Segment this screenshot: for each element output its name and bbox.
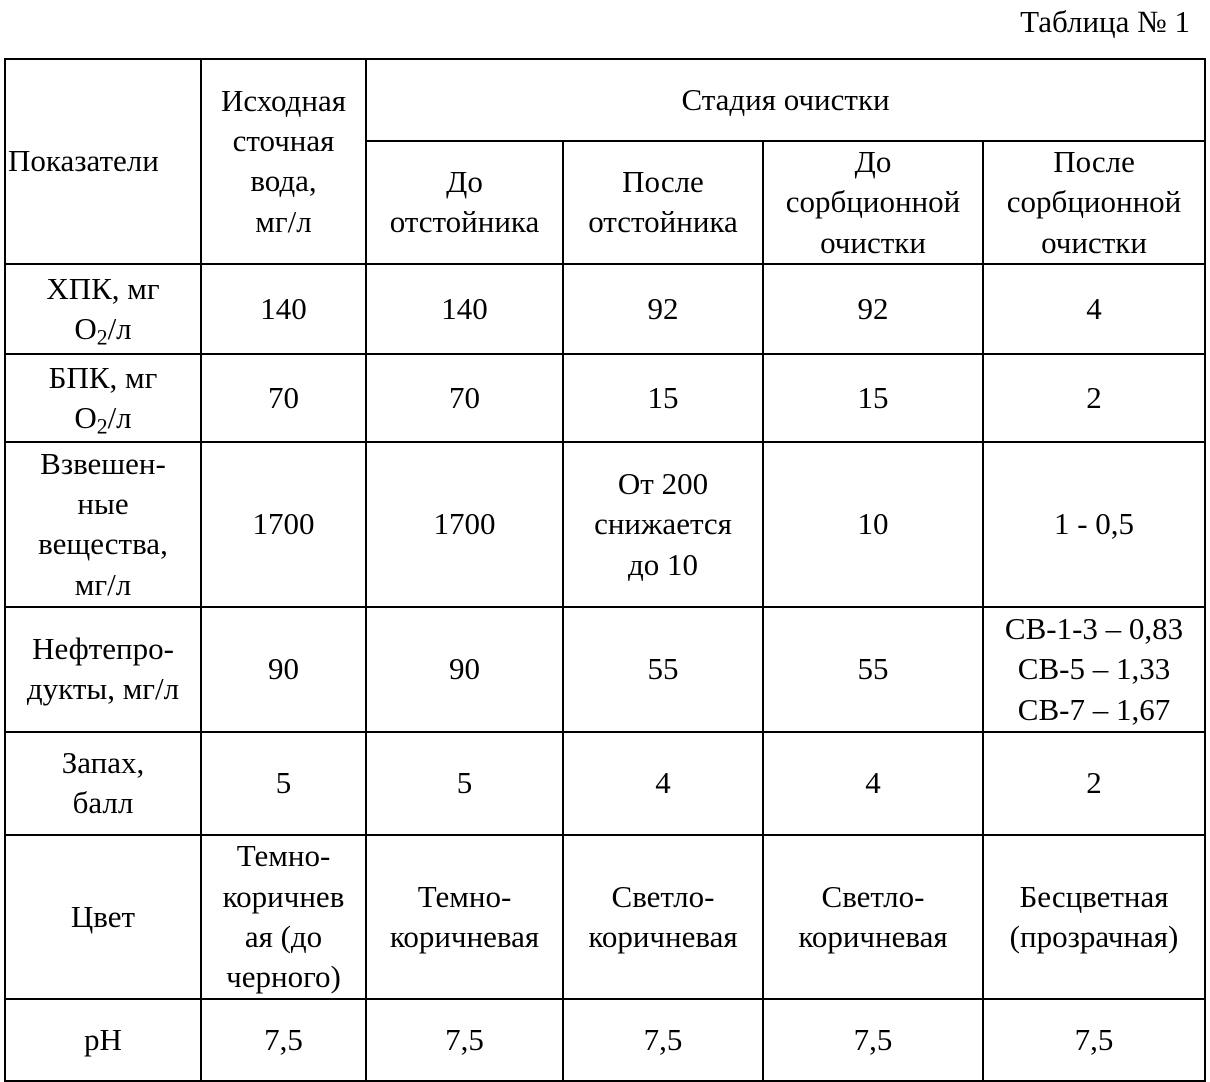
table-row: [5, 264, 1205, 354]
table-cell: 15: [763, 354, 983, 442]
table-cell: 2: [983, 732, 1205, 835]
header-raw-water: Исходная сточная вода, мг/л: [201, 59, 366, 264]
table-cell: 55: [563, 607, 763, 732]
table-cell: 10: [763, 442, 983, 607]
header-stage-after-sorption: После сорбционной очистки: [983, 141, 1205, 264]
table-cell: 5: [366, 732, 563, 835]
table-cell: 4: [763, 732, 983, 835]
table-cell: 1 - 0,5: [983, 442, 1205, 607]
table-row: [5, 442, 1205, 607]
table-cell: Светло- коричневая: [563, 835, 763, 999]
row-label-cod: [5, 264, 201, 354]
row-label-ph: pH: [5, 999, 201, 1081]
row-label-bod: [5, 354, 201, 442]
table-cell: 70: [201, 354, 366, 442]
table-cell: СВ-1-3 – 0,83 СВ-5 – 1,33 СВ-7 – 1,67: [983, 607, 1205, 732]
subscript: 2: [96, 325, 108, 350]
table-cell: Бесцветная (прозрачная): [983, 835, 1205, 999]
table-cell: 7,5: [201, 999, 366, 1081]
table-cell: 140: [201, 264, 366, 354]
header-row-top: [5, 59, 1205, 141]
table-cell: 2: [983, 354, 1205, 442]
row-label-text: ХПК, мг O: [46, 270, 160, 346]
header-stage: Стадия очистки: [366, 59, 1205, 141]
table-row: [5, 354, 1205, 442]
table-cell: 140: [366, 264, 563, 354]
table-cell: 70: [366, 354, 563, 442]
row-label-suspended-solids: Взвешен- ные вещества, мг/л: [5, 442, 201, 607]
table-cell: Темно- коричневая: [366, 835, 563, 999]
data-table: [4, 58, 1206, 1082]
table-cell: 1700: [201, 442, 366, 607]
table-cell: 15: [563, 354, 763, 442]
table-cell: 5: [201, 732, 366, 835]
table-row: [5, 999, 1205, 1081]
header-stage-after-settler: После отстойника: [563, 141, 763, 264]
table-cell: 4: [563, 732, 763, 835]
table-cell: 7,5: [763, 999, 983, 1081]
row-label-odor: Запах, балл: [5, 732, 201, 835]
table-cell: 1700: [366, 442, 563, 607]
table-cell: Светло- коричневая: [763, 835, 983, 999]
table-row: [5, 835, 1205, 999]
header-stage-before-sorption: До сорбционной очистки: [763, 141, 983, 264]
table-cell: 55: [763, 607, 983, 732]
table-cell: 7,5: [563, 999, 763, 1081]
header-stage-before-settler: До отстойника: [366, 141, 563, 264]
row-label-color: Цвет: [5, 835, 201, 999]
table-cell: От 200 снижается до 10: [563, 442, 763, 607]
table-cell: 7,5: [983, 999, 1205, 1081]
table-cell: 92: [763, 264, 983, 354]
table-caption: Таблица № 1: [1020, 4, 1190, 39]
row-label-text: БПК, мг O: [48, 359, 158, 435]
table-cell: 90: [201, 607, 366, 732]
table-row: [5, 607, 1205, 732]
row-label-oil-products: Нефтепро- дукты, мг/л: [5, 607, 201, 732]
table-cell: 92: [563, 264, 763, 354]
header-indicators: Показатели: [5, 59, 201, 264]
table-cell: 7,5: [366, 999, 563, 1081]
row-label-text: /л: [107, 310, 132, 346]
subscript: 2: [96, 414, 108, 439]
table-cell: Темно- коричнев ая (до черного): [201, 835, 366, 999]
table-row: [5, 732, 1205, 835]
table-cell: 4: [983, 264, 1205, 354]
row-label-text: /л: [107, 399, 132, 435]
table-cell: 90: [366, 607, 563, 732]
